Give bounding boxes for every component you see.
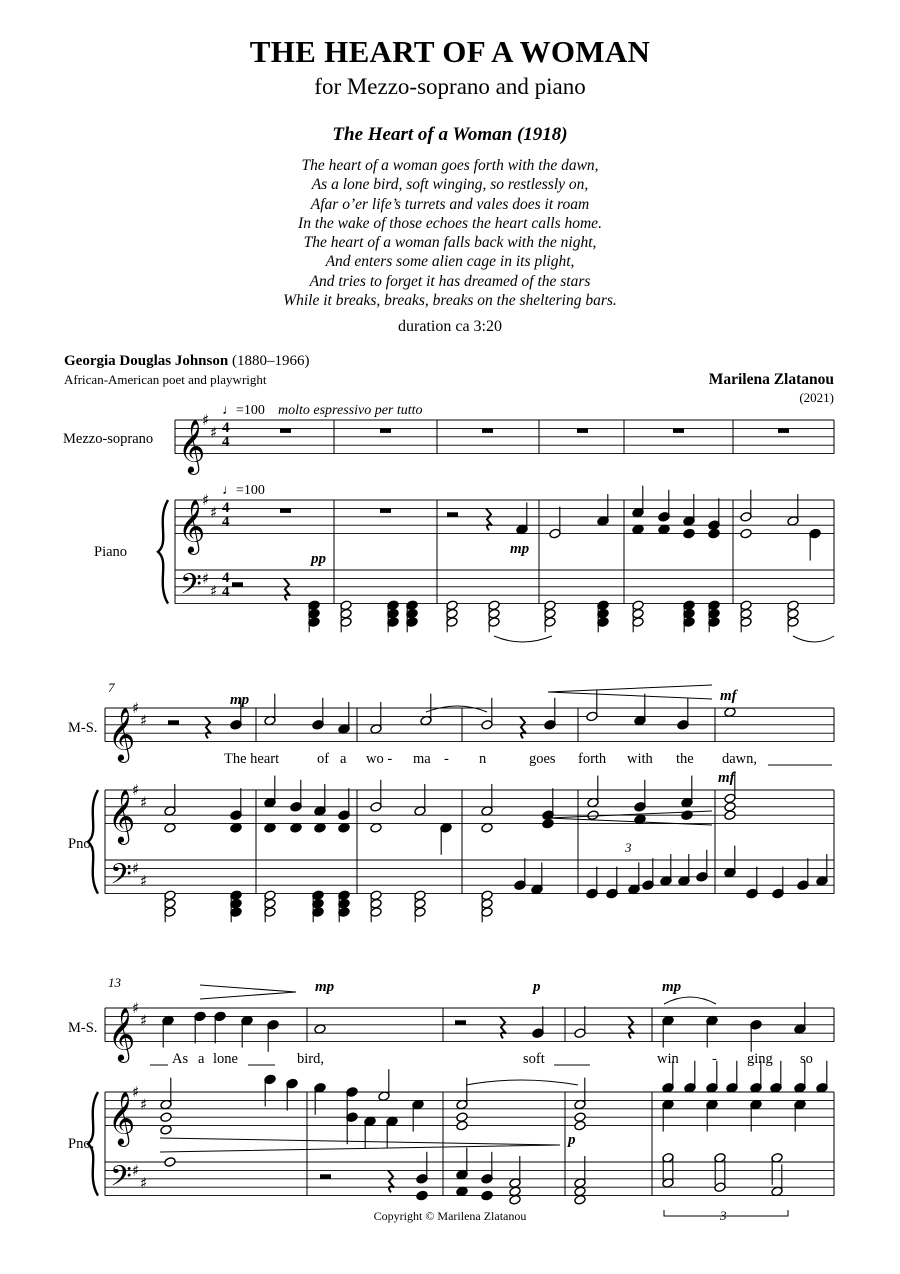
instrument-label-voice-short: M-S. bbox=[68, 1020, 98, 1036]
dynamic-pp: pp bbox=[311, 551, 326, 567]
lyric: lone bbox=[213, 1051, 238, 1067]
sharp-key-signature: ♯ bbox=[132, 859, 140, 878]
sharp-key-signature: ♯ bbox=[140, 711, 148, 730]
tie bbox=[793, 636, 834, 642]
notehead bbox=[456, 1120, 468, 1131]
notehead bbox=[724, 707, 736, 718]
sharp-key-signature: ♯ bbox=[140, 1011, 148, 1030]
quarter-rest bbox=[205, 716, 211, 738]
lyric: The heart bbox=[224, 751, 280, 767]
slur bbox=[664, 997, 716, 1004]
instrument-label-voice: Mezzo-soprano bbox=[63, 431, 154, 447]
poem-line: And enters some alien cage in its plight, bbox=[325, 253, 575, 271]
crescendo-hairpin bbox=[548, 685, 712, 699]
notehead bbox=[708, 528, 720, 539]
treble-clef: 𝄞 bbox=[178, 418, 206, 473]
quarter-rest bbox=[388, 1170, 394, 1192]
treble-clef: 𝄞 bbox=[108, 788, 136, 843]
quarter-rest bbox=[628, 1016, 634, 1038]
sharp-key-signature: ♯ bbox=[140, 1095, 148, 1114]
piano-brace bbox=[158, 500, 168, 604]
whole-rest bbox=[280, 428, 291, 433]
composition-year: (2021) bbox=[799, 390, 834, 405]
notehead bbox=[634, 814, 646, 825]
notehead bbox=[416, 1190, 428, 1201]
time-signature-denominator: 4 bbox=[222, 434, 230, 450]
sharp-key-signature: ♯ bbox=[210, 582, 218, 600]
lyric: bird, bbox=[297, 1051, 324, 1067]
notehead bbox=[290, 822, 302, 833]
measure-number: 7 bbox=[108, 680, 115, 695]
sharp-key-signature: ♯ bbox=[132, 1161, 140, 1180]
sharp-key-signature: ♯ bbox=[210, 503, 218, 522]
dynamic-mp: mp bbox=[662, 979, 682, 995]
notehead bbox=[587, 810, 599, 821]
bass-clef: 𝄢 bbox=[110, 1160, 132, 1201]
lyric: win bbox=[657, 1051, 679, 1067]
lyric: a bbox=[198, 1051, 205, 1067]
notehead bbox=[230, 822, 242, 833]
notehead bbox=[574, 1194, 586, 1205]
dynamic-mf: mf bbox=[718, 770, 735, 786]
poem-title: The Heart of a Woman (1918) bbox=[332, 124, 568, 145]
instrument-label-piano-short: Pno. bbox=[68, 836, 95, 852]
half-rest bbox=[232, 582, 243, 587]
whole-rest bbox=[482, 428, 493, 433]
lyric: - bbox=[444, 751, 449, 767]
dynamic-mp: mp bbox=[230, 692, 250, 708]
sharp-key-signature: ♯ bbox=[140, 872, 148, 890]
quarter-rest bbox=[284, 578, 290, 600]
instrument-label-piano-short: Pno. bbox=[68, 1136, 95, 1152]
poem-line: The heart of a woman falls back with the night, bbox=[303, 234, 597, 252]
lyric: forth bbox=[578, 751, 607, 767]
whole-rest bbox=[380, 428, 391, 433]
notehead bbox=[160, 1124, 172, 1135]
notehead bbox=[632, 524, 644, 535]
half-rest bbox=[320, 1174, 331, 1179]
notehead bbox=[481, 822, 493, 833]
sharp-key-signature: ♯ bbox=[132, 699, 140, 717]
whole-rest bbox=[380, 508, 391, 513]
time-signature-numerator: 4 bbox=[222, 420, 230, 436]
tuplet-number: 3 bbox=[720, 1208, 727, 1223]
tie bbox=[466, 1080, 578, 1085]
notehead bbox=[456, 1112, 468, 1123]
measure-number: 13 bbox=[108, 975, 121, 990]
poem-line: While it breaks, breaks, breaks on the sheltering bars. bbox=[283, 292, 617, 310]
notehead bbox=[264, 822, 276, 833]
time-signature-denominator: 4 bbox=[222, 514, 230, 530]
lyric: ging bbox=[747, 1051, 773, 1067]
notehead bbox=[509, 1186, 521, 1197]
bass-clef: 𝄢 bbox=[180, 568, 202, 609]
time-signature-numerator: 4 bbox=[222, 570, 230, 586]
dynamic-p: p bbox=[568, 1132, 576, 1148]
sharp-key-signature: ♯ bbox=[132, 1083, 140, 1101]
duration: duration ca 3:20 bbox=[398, 318, 502, 335]
score-title: THE HEART OF A WOMAN bbox=[249, 34, 651, 69]
poet-name: Georgia Douglas Johnson bbox=[64, 353, 229, 369]
sharp-key-signature: ♯ bbox=[202, 569, 210, 588]
lyric: so bbox=[800, 1051, 813, 1067]
notehead bbox=[574, 1112, 586, 1123]
tempo-marking: ♩=100 bbox=[222, 403, 265, 418]
quarter-rest bbox=[500, 1016, 506, 1038]
notehead bbox=[542, 818, 554, 829]
lyric: goes bbox=[529, 751, 556, 767]
treble-clef: 𝄞 bbox=[108, 1006, 136, 1061]
notehead bbox=[160, 1112, 172, 1123]
whole-rest bbox=[280, 508, 291, 513]
tuplet-number: 3 bbox=[625, 840, 632, 855]
quarter-rest bbox=[520, 716, 526, 738]
notehead bbox=[724, 801, 736, 812]
lyric: n bbox=[479, 751, 487, 767]
sharp-key-signature: ♯ bbox=[140, 793, 148, 812]
half-rest bbox=[447, 512, 458, 517]
sharp-key-signature: ♯ bbox=[210, 423, 218, 442]
notehead bbox=[658, 524, 670, 535]
poem-line: Afar o’er life’s turrets and vales does it roam bbox=[310, 195, 590, 213]
notehead bbox=[740, 528, 752, 539]
poet-dates: (1880–1966) bbox=[231, 353, 310, 369]
time-signature-numerator: 4 bbox=[222, 500, 230, 516]
poem-line: As a lone bird, soft winging, so restlessly on, bbox=[311, 176, 589, 194]
whole-rest bbox=[673, 428, 684, 433]
instrument-label-voice-short: M-S. bbox=[68, 720, 98, 736]
notehead bbox=[724, 810, 736, 821]
notehead bbox=[509, 1194, 521, 1205]
dynamic-mf: mf bbox=[720, 688, 737, 704]
score-subtitle: for Mezzo-soprano and piano bbox=[314, 74, 586, 99]
lyric: dawn, bbox=[722, 751, 758, 767]
dynamic-p: p bbox=[533, 979, 541, 995]
dynamic-mp: mp bbox=[510, 541, 530, 557]
treble-clef: 𝄞 bbox=[108, 706, 136, 761]
composer-name: Marilena Zlatanou bbox=[708, 371, 834, 388]
sharp-key-signature: ♯ bbox=[140, 1174, 148, 1192]
notehead bbox=[314, 1024, 326, 1035]
lyric: wo - bbox=[366, 751, 393, 767]
sharp-key-signature: ♯ bbox=[202, 491, 210, 509]
decrescendo-hairpin bbox=[200, 985, 296, 999]
decrescendo-hairpin bbox=[160, 1138, 560, 1152]
bass-clef: 𝄢 bbox=[110, 858, 132, 899]
poem-line: The heart of a woman goes forth with the dawn, bbox=[301, 157, 599, 174]
poet-description: African-American poet and playwright bbox=[64, 372, 267, 387]
lyric: As bbox=[172, 1051, 189, 1067]
lyric: the bbox=[676, 751, 694, 767]
poem-line: And tries to forget it has dreamed of the stars bbox=[309, 272, 591, 290]
notehead bbox=[370, 822, 382, 833]
notehead bbox=[456, 1186, 468, 1197]
quarter-rest bbox=[486, 508, 492, 530]
half-rest bbox=[455, 1020, 466, 1025]
poem-line: In the wake of those echoes the heart calls home. bbox=[298, 214, 602, 232]
instrument-label-piano: Piano bbox=[94, 544, 128, 560]
sharp-key-signature: ♯ bbox=[132, 999, 140, 1017]
half-rest bbox=[168, 720, 179, 725]
copyright-notice: Copyright © Marilena Zlatanou bbox=[373, 1209, 527, 1223]
notehead bbox=[338, 822, 350, 833]
notehead bbox=[164, 1157, 176, 1168]
notehead bbox=[314, 822, 326, 833]
treble-clef: 𝄞 bbox=[178, 498, 206, 553]
lyric: - bbox=[712, 1051, 717, 1067]
notehead bbox=[574, 1120, 586, 1131]
notehead bbox=[574, 1186, 586, 1197]
dynamic-mp: mp bbox=[315, 979, 335, 995]
whole-rest bbox=[577, 428, 588, 433]
tie bbox=[494, 636, 552, 642]
lyric: a bbox=[340, 751, 347, 767]
tie bbox=[426, 706, 487, 712]
treble-clef: 𝄞 bbox=[108, 1090, 136, 1145]
notehead bbox=[683, 528, 695, 539]
lyric: with bbox=[627, 751, 653, 767]
tempo-marking: ♩=100 bbox=[222, 483, 265, 498]
sharp-key-signature: ♯ bbox=[202, 411, 210, 429]
time-signature-denominator: 4 bbox=[222, 584, 230, 600]
whole-rest bbox=[778, 428, 789, 433]
lyric: ma bbox=[413, 751, 431, 767]
lyric: of bbox=[317, 751, 330, 767]
sharp-key-signature: ♯ bbox=[132, 781, 140, 799]
lyric: soft bbox=[523, 1051, 545, 1067]
notehead bbox=[481, 1190, 493, 1201]
expression-marking: molto espressivo per tutto bbox=[278, 403, 423, 418]
notehead bbox=[164, 822, 176, 833]
